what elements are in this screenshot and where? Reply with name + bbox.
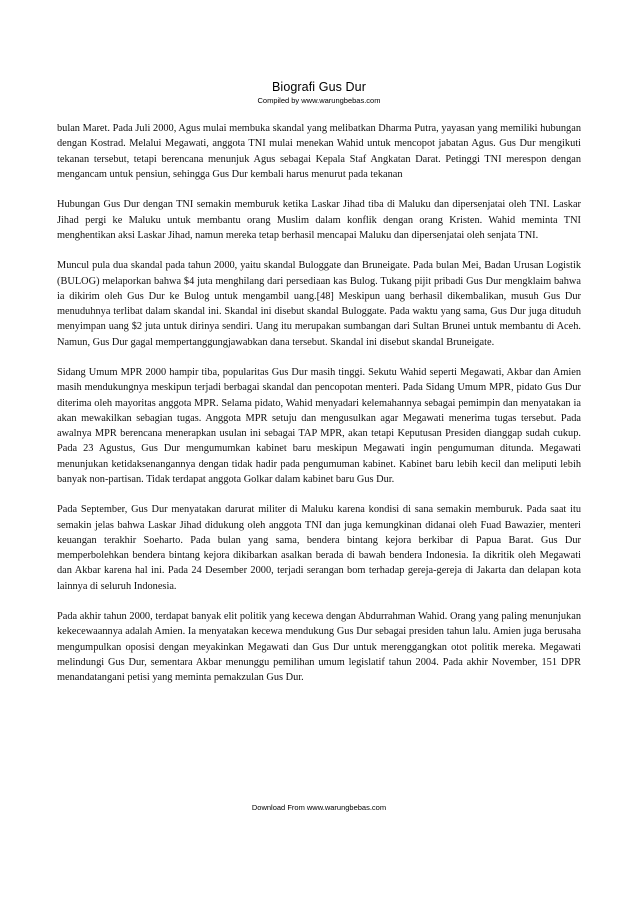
paragraph: Sidang Umum MPR 2000 hampir tiba, popularitas Gus Dur masih tinggi. Sekutu Wahid seperti Megawati, Akbar dan Amien masih mendukungnya meskipun terjadi berbagai skandal dan pencopotan menteri. Pada Sidang Umum MPR, pidato Gus Dur diterima oleh mayoritas anggota MPR. Selama pidato, Wahid menyadari kelemahannya sebagai pemimpin dan menyatakan ia akan mewakilkan sebagian tugas. Anggota MPR setuju dan mengusulkan agar Megawati menerima tugas tersebut. Pada awalnya MPR berencana menerapkan usulan ini sebagai TAP MPR, akan tetapi Keputusan Presiden dianggap sudah cukup. Pada 23 Agustus, Gus Dur mengumumkan kabinet baru meskipun Megawati ingin pengumuman ditunda. Megawati menunjukan ketidaksenangannya dengan tidak hadir pada pengumuman kabinet. Kabinet baru lebih kecil dan meliputi lebih banyak non-partisan. Tidak terdapat anggota Golkar dalam kabinet baru Gus Dur. (57, 367, 581, 485)
paragraph: Muncul pula dua skandal pada tahun 2000, yaitu skandal Buloggate dan Bruneigate. Pada bulan Mei, Badan Urusan Logistik (BULOG) melaporkan bahwa $4 juta menghilang dari persediaan kas Bulog. Tukang pijit pribadi Gus Dur mengklaim bahwa ia dikirim oleh Gus Dur ke Bulog untuk mengambil uang.[48] Meskipun uang berhasil dikembalikan, musuh Gus Dur menuduhnya terlibat dalam skandal ini. Skandal ini disebut skandal Buloggate. Pada waktu yang sama, Gus Dur juga dituduh menyimpan uang $2 juta untuk dirinya sendiri. Uang itu merupakan sumbangan dari Sultan Brunei untuk membantu di Aceh. Namun, Gus Dur gagal mempertanggungjawabkan dana tersebut. Skandal ini disebut skandal Bruneigate. (57, 260, 581, 348)
page-header (0, 80, 638, 106)
page-footer: Download From www.warungbebas.com (251, 803, 387, 812)
paragraph: Pada September, Gus Dur menyatakan darurat militer di Maluku karena kondisi di sana semakin memburuk. Pada saat itu semakin jelas bahwa Laskar Jihad didukung oleh anggota TNI dan juga kemungkinan didanai oleh Fuad Bawazier, menteri keuangan terakhir Soeharto. Pada bulan yang sama, bendera bintang kejora berkibar di Papua Barat. Gus Dur memperbolehkan bendera bintang kejora dikibarkan asalkan berada di bawah bendera Indonesia. Ia dikritik oleh Megawati dan Akbar karena hal ini. Pada 24 Desember 2000, terjadi serangan bom terhadap gereja-gereja di Jakarta dan delapan kota lainnya di seluruh Indonesia. (57, 504, 581, 592)
paragraph: Hubungan Gus Dur dengan TNI semakin memburuk ketika Laskar Jihad tiba di Maluku dan dipersenjatai oleh TNI. Laskar Jihad pergi ke Maluku untuk membantu orang Muslim dalam konflik dengan orang Kristen. Wahid meminta TNI menghentikan aksi Laskar Jihad, namun mereka tetap berhasil mencapai Maluku dan dipersenjatai oleh senjata TNI. (57, 199, 581, 241)
paragraph: Pada akhir tahun 2000, terdapat banyak elit politik yang kecewa dengan Abdurrahman Wahid. Orang yang paling menunjukan kekecewaannya adalah Amien. Ia menyatakan kecewa mendukung Gus Dur sebagai presiden tahun lalu. Amien juga berusaha mengumpulkan oposisi dengan meyakinkan Megawati dan Gus Dur untuk merenggangkan otot politik mereka. Megawati melindungi Gus Dur, sementara Akbar menunggu pemilihan umum legislatif tahun 2004. Pada akhir November, 151 DPR menandatangani petisi yang meminta pemakzulan Gus Dur. (57, 611, 581, 683)
paragraph: bulan Maret. Pada Juli 2000, Agus mulai membuka skandal yang melibatkan Dharma Putra, yayasan yang memiliki hubungan dengan Kostrad. Melalui Megawati, anggota TNI mulai menekan Wahid untuk mencopot jabatan Agus. Gus Dur mengikuti tekanan tersebut, tetapi berencana menunjuk Agus sebagai Kepala Staf Angkatan Darat. Petinggi TNI merespon dengan mengancam untuk pensiun, sehingga Gus Dur kembali harus menurut pada tekanan (57, 123, 581, 180)
document-title: Biografi Gus Dur (272, 80, 366, 94)
document-subtitle: Compiled by www.warungbebas.com (257, 96, 381, 105)
document-body (57, 121, 581, 701)
